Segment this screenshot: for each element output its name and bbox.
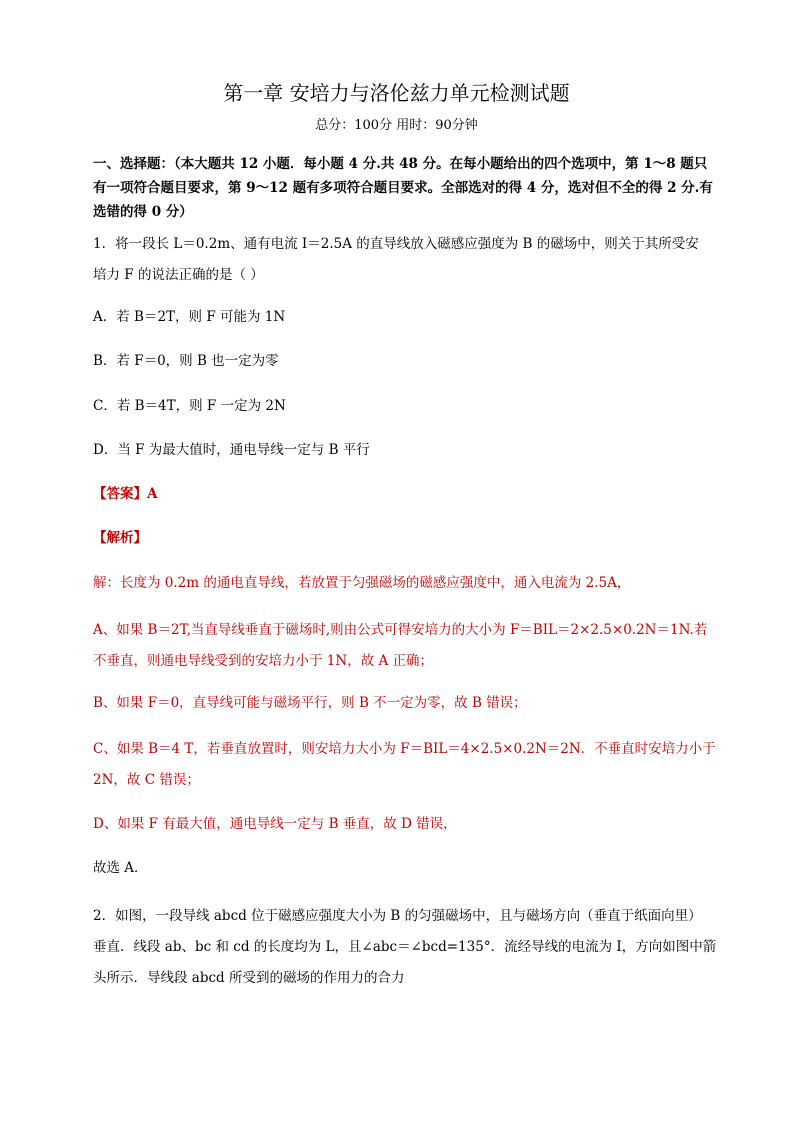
question-1-stem — [93, 229, 705, 291]
section-heading-line: 有一项符合题目要求，第 9～12 题有多项符合题目要求。全部选对的得 4 分，选对但不全的得 2 分.有 — [93, 180, 713, 196]
analysis-line: A、如果 B＝2T,当直导线垂直于磁场时,则由公式可得安培力的大小为 F＝BIL＝2×2.5×0.2N＝1N.若 — [93, 622, 708, 638]
analysis-conclusion: 故选 A． — [93, 860, 148, 876]
option-b: B．若 F＝0，则 B 也一定为零 — [93, 353, 279, 369]
question-stem-line: 2．如图，一段导线 abcd 位于磁感应强度大小为 B 的匀强磁场中，且与磁场方向（垂直于纸面向里） — [93, 908, 702, 924]
section-heading-line: 选错的得 0 分） — [93, 204, 193, 220]
page-subtitle: 总分：100分 用时：90分钟 — [315, 118, 478, 133]
question-stem-line: 头所示．导线段 abcd 所受到的磁场的作用力的合力 — [93, 970, 405, 986]
question-stem-line: 培力 F 的说法正确的是（ ） — [93, 267, 264, 283]
analysis-line: 不垂直，则通电导线受到的安培力小于 1N，故 A 正确； — [93, 653, 434, 669]
section-heading-line: 一、选择题：（本大题共 12 小题．每小题 4 分.共 48 分。在每小题给出的四个选项中，第 1～8 题只 — [93, 156, 708, 172]
analysis-label: 【解析】 — [93, 530, 147, 546]
analysis-line: B、如果 F＝0，直导线可能与磁场平行，则 B 不一定为零，故 B 错误； — [93, 695, 527, 711]
analysis-line: C、如果 B＝4 T，若垂直放置时，则安培力大小为 F＝BIL＝4×2.5×0.2N＝2N．不垂直时安培力小于 — [93, 741, 716, 757]
answer-label: 【答案】A — [93, 486, 158, 502]
question-2-stem — [93, 901, 717, 994]
question-stem-line: 垂直．线段 ab、bc 和 cd 的长度均为 L，且∠abc＝∠bcd=135°．流经导线的电流为 I，方向如图中箭 — [93, 939, 717, 955]
option-d: D．当 F 为最大值时，通电导线一定与 B 平行 — [93, 442, 370, 458]
analysis-paragraph-c — [93, 734, 716, 796]
page-title: 第一章 安培力与洛伦兹力单元检测试题 — [223, 81, 570, 105]
analysis-paragraph-a — [93, 615, 708, 677]
section-heading — [93, 152, 713, 224]
option-c: C．若 B＝4T，则 F 一定为 2N — [93, 398, 286, 414]
analysis-line: 解：长度为 0.2m 的通电直导线，若放置于匀强磁场的磁感应强度中，通入电流为 2.5A， — [93, 575, 631, 591]
question-stem-line: 1．将一段长 L＝0.2m、通有电流 I＝2.5A 的直导线放入磁感应强度为 B 的磁场中，则关于其所受安 — [93, 236, 699, 252]
option-a: A．若 B＝2T，则 F 可能为 1N — [93, 309, 286, 325]
analysis-line: D、如果 F 有最大值，通电导线一定与 B 垂直，故 D 错误， — [93, 816, 457, 832]
analysis-line: 2N，故 C 错误； — [93, 772, 200, 788]
